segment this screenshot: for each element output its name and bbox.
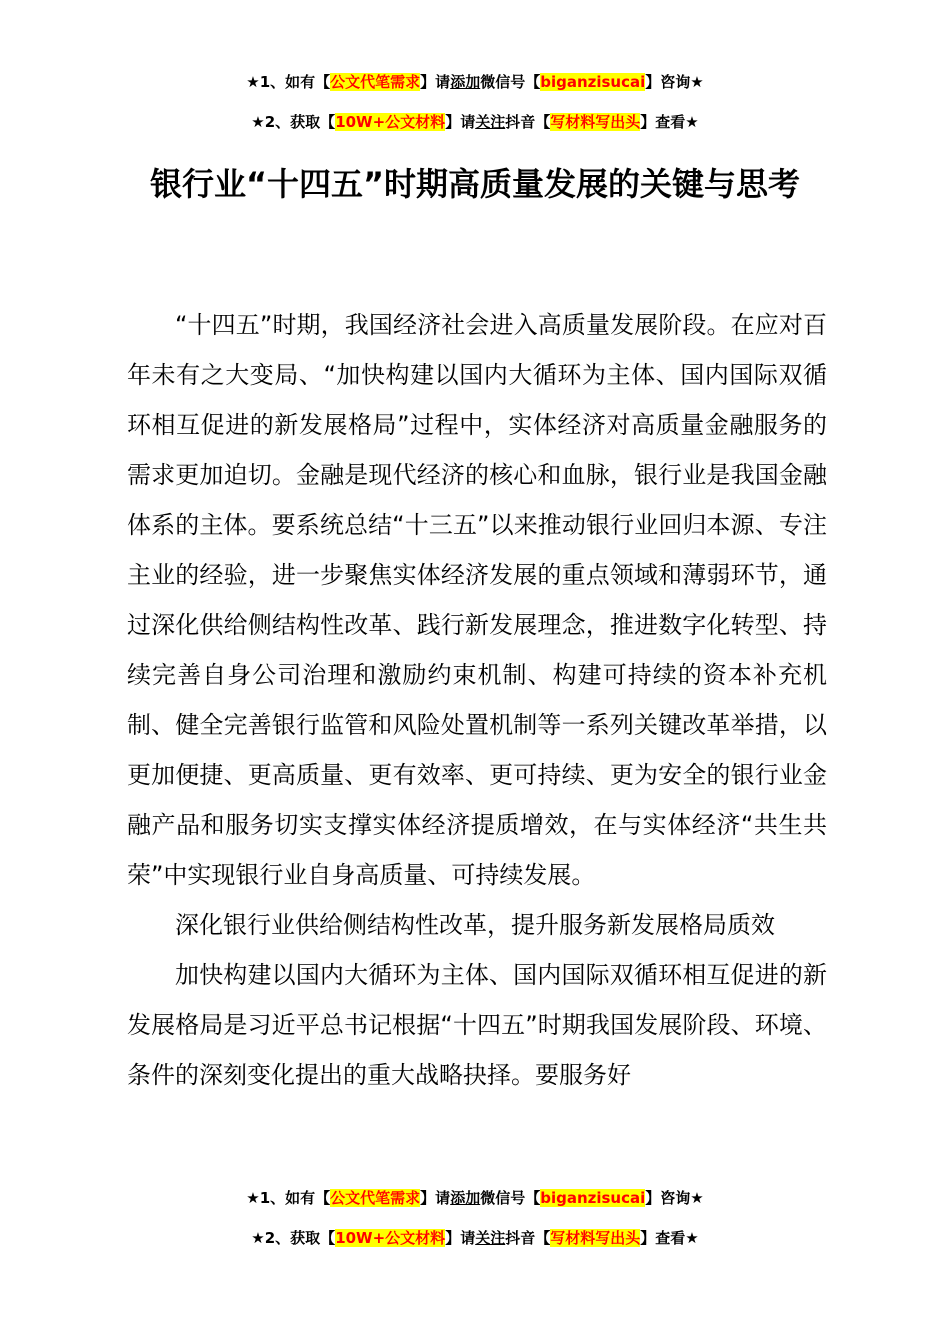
promo-highlight: 写材料写出头 — [550, 113, 641, 131]
body-paragraph: “十四五”时期，我国经济社会进入高质量发展阶段。在应对百年未有之大变局、“加快构建以国内大循环为主体、国内国际双循环相互促进的新发展格局”过程中，实体经济对高质量金融服务的需求更加迫切。金融是现代经济的核心和血脉，银行业是我国金融体系的主体。要系统总结“十三五”以来推动银行业回归本源、专注主业的经验，进一步聚焦实体经济发展的重点领域和薄弱环节，通过深化供给侧结构性改革、践行新发展理念，推进数字化转型、持续完善自身公司治理和激励约束机制、构建可持续的资本补充机制、健全完善银行监管和风险处置机制等一系列关键改革举措，以更加便捷、更高质量、更有效率、更可持续、更为安全的银行业金融产品和服务切实支撑实体经济提质增效，在与实体经济“共生共荣”中实现银行业自身高质量、可持续发展。 — [127, 311, 827, 889]
promo-highlight: 写材料写出头 — [550, 1229, 641, 1247]
promo-highlight: biganzisucai — [540, 1189, 646, 1207]
promo-underlined: 添加 — [450, 1189, 481, 1207]
footer-promo-line-1: ★1、如有【公文代笔需求】请添加微信号【biganzisucai】咨询★ — [246, 1189, 704, 1207]
promo-highlight: biganzisucai — [540, 73, 646, 91]
promo-underlined: 关注 — [475, 113, 506, 131]
document-title: 银行业“十四五”时期高质量发展的关键与思考 — [149, 165, 801, 203]
promo-highlight: 公文代笔需求 — [330, 1189, 421, 1207]
document-body — [127, 300, 827, 1100]
promo-highlight: 10W+公文材料 — [335, 113, 446, 131]
promo-underlined: 添加 — [450, 73, 481, 91]
header-promo-line-2: ★2、获取【10W+公文材料】请关注抖音【写材料写出头】查看★ — [251, 113, 699, 131]
footer-promo-line-2: ★2、获取【10W+公文材料】请关注抖音【写材料写出头】查看★ — [251, 1229, 699, 1247]
section-heading: 深化银行业供给侧结构性改革，提升服务新发展格局质效 — [175, 911, 775, 939]
promo-highlight: 公文代笔需求 — [330, 73, 421, 91]
body-paragraph: 加快构建以国内大循环为主体、国内国际双循环相互促进的新发展格局是习近平总书记根据“十四五”时期我国发展阶段、环境、条件的深刻变化提出的重大战略抉择。要服务好 — [127, 961, 827, 1089]
header-promo-line-1: ★1、如有【公文代笔需求】请添加微信号【biganzisucai】咨询★ — [246, 73, 704, 91]
promo-highlight: 10W+公文材料 — [335, 1229, 446, 1247]
promo-underlined: 关注 — [475, 1229, 506, 1247]
